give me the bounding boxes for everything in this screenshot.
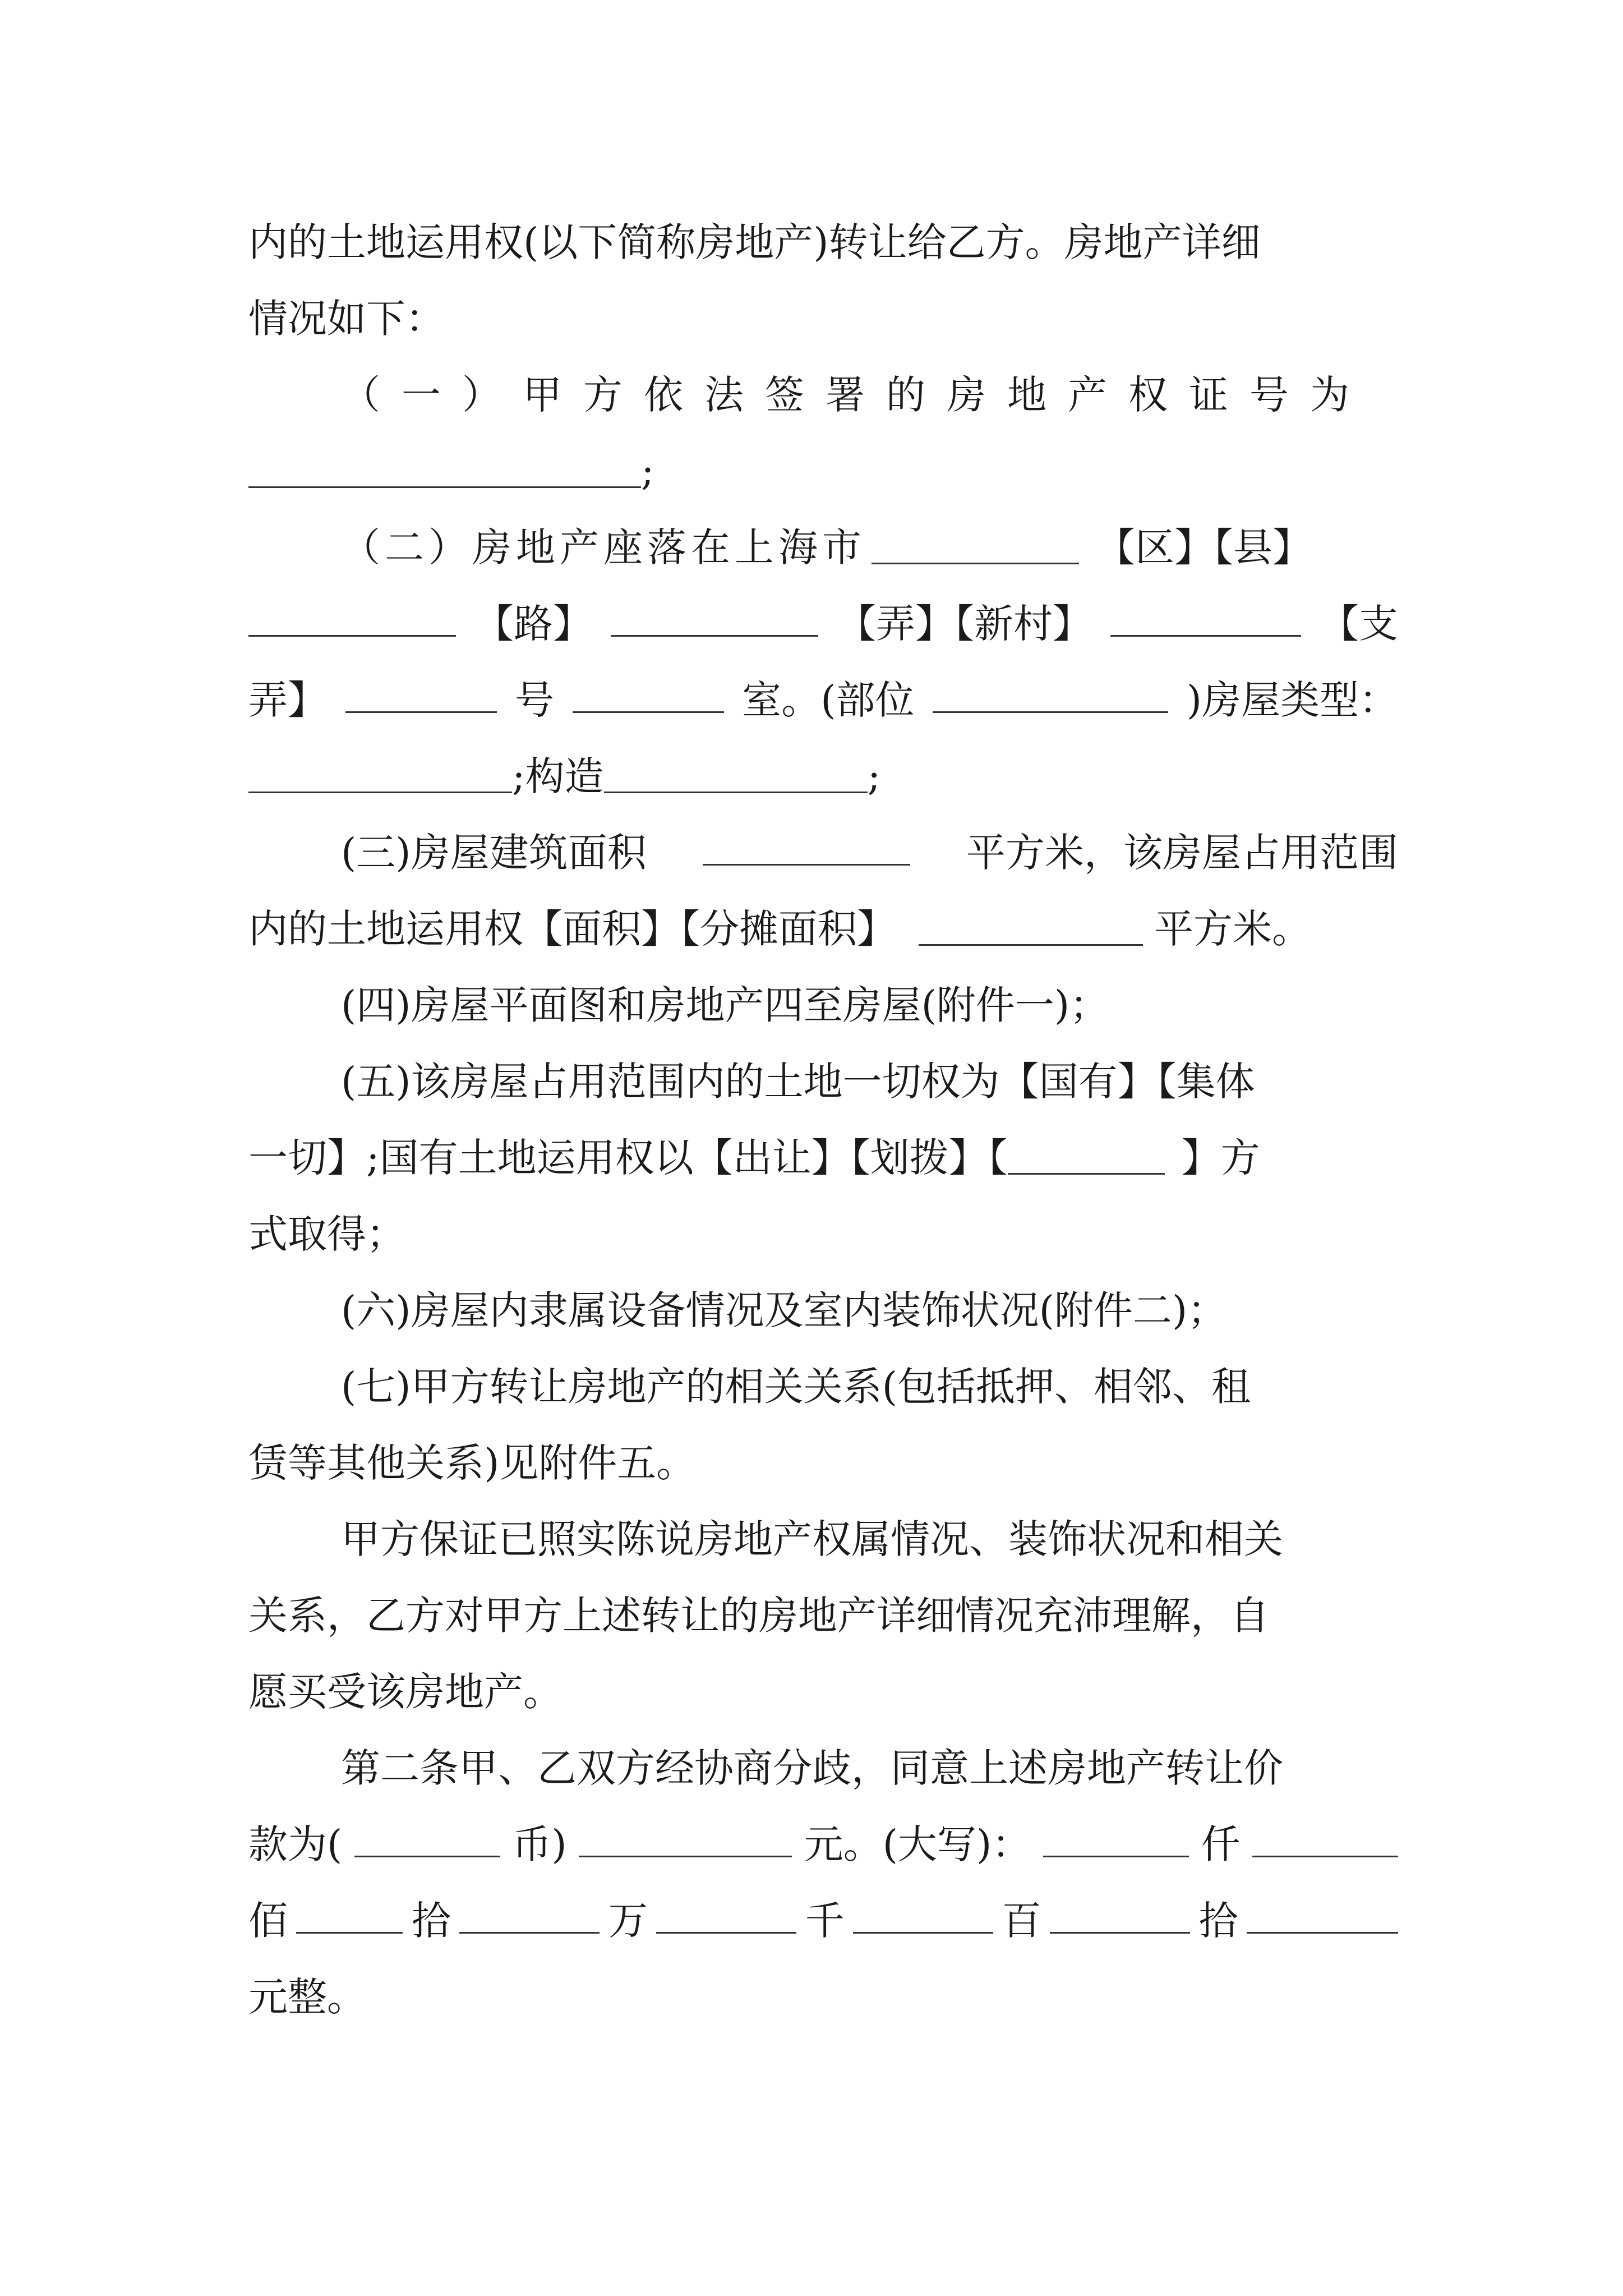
text-line [248,443,1398,499]
line-text: 关系，乙方对甲方上述转让的房地产详细情况充沛理解，自 [248,1593,1269,1639]
line-text: 第二条甲、乙双方经协商分歧，同意上述房地产转让价 [341,1745,1283,1791]
line-text: 千 [805,1898,845,1944]
fill-blank [604,752,868,793]
fill-blank [345,672,497,713]
line-text: 拾 [411,1898,451,1944]
line-text: 拾 [1198,1898,1238,1944]
line-text: 式取得； [248,1211,405,1257]
fill-blank [573,672,724,713]
text-line [248,291,1398,347]
line-text: 元整。 [248,1974,366,2020]
line-text: 内的土地运用权【面积】【分摊面积】 [248,906,896,952]
line-text: 平方米，该房屋占用范围 [966,830,1398,876]
line-text: 内的土地运用权(以下简称房地产)转让给乙方。房地产详细 [248,219,1261,265]
fill-blank [248,752,512,793]
line-text: 赁等其他关系)见附件五。 [248,1440,696,1486]
line-text: 】方 [1181,1135,1260,1181]
line-text: 甲方保证已照实陈说房地产权属情况、装饰状况和相关 [341,1516,1283,1562]
line-text: 情况如下： [248,296,445,342]
text-line [341,1053,1398,1110]
line-text: 百 [1002,1898,1041,1944]
line-text: 款为( [248,1821,343,1867]
text-line [248,214,1398,270]
fill-blank [1252,1816,1398,1857]
text-line [248,1893,1398,1949]
text-line [248,1816,1398,1872]
line-text: ; [867,753,881,799]
fill-blank [933,672,1168,713]
line-text: (六)房屋内隶属设备情况及室内装饰状况(附件二)； [341,1287,1227,1333]
text-line [248,672,1398,728]
line-text: (三)房屋建筑面积 [341,830,647,876]
line-text: 【区】【县】 [1096,524,1312,570]
fill-blank [611,596,818,637]
fill-blank [459,1893,600,1934]
text-line [248,748,1398,804]
text-line [341,519,1398,576]
line-text: 【弄】【新村】 [837,601,1092,647]
line-text: （二）房地产座落在上海市 [341,524,866,570]
line-text: 仟 [1201,1821,1241,1867]
fill-blank [296,1893,403,1934]
text-line [248,1664,1398,1720]
line-text: (七)甲方转让房地产的相关关系(包括抵押、相邻、租 [341,1364,1251,1410]
text-line [248,1130,1398,1186]
line-text: 平方米。 [1154,906,1311,952]
line-text: （一）甲方依法签署的房地产权证号为 [341,372,1371,418]
line-text: )房屋类型： [1186,677,1398,723]
line-text: 元。(大写)： [804,1821,1031,1867]
line-text: ;构造 [512,753,604,799]
text-line [248,1969,1398,2025]
line-text: 【支 [1320,601,1398,647]
line-text: 万 [608,1898,648,1944]
fill-blank [1043,1816,1189,1857]
fill-blank [1110,596,1301,637]
line-text: 室。(部位 [742,677,915,723]
fill-blank [248,596,456,637]
text-line [248,1435,1398,1491]
fill-blank [919,905,1143,946]
text-line [248,901,1426,957]
line-text: 币) [512,1821,567,1867]
line-text: ; [641,448,654,494]
text-line [248,1206,1398,1262]
fill-blank [853,1893,993,1934]
fill-blank [872,523,1079,564]
text-line [341,1511,1398,1567]
text-line [341,825,1398,881]
text-line [248,596,1398,652]
fill-blank [579,1816,792,1857]
text-line [341,1282,1398,1338]
line-text: (四)房屋平面图和房地产四至房屋(附件一)； [341,982,1109,1028]
line-text: 一切】;国有土地运用权以【出让】【划拨】【 [248,1135,1008,1181]
text-line [341,1740,1398,1796]
fill-blank [1050,1893,1190,1934]
line-text: 愿买受该房地产。 [248,1669,562,1715]
fill-blank [656,1893,796,1934]
line-text: (五)该房屋占用范围内的土地一切权为【国有】【集体 [341,1059,1255,1105]
fill-blank [354,1816,500,1857]
line-text: 佰 [248,1898,288,1944]
fill-blank [1247,1893,1398,1934]
fill-blank [1008,1134,1165,1175]
line-text: 弄】 [248,677,327,723]
text-line [341,977,1398,1033]
line-text: 【路】 [474,601,592,647]
text-line [341,1359,1398,1415]
text-line [341,367,1398,423]
fill-blank [248,447,641,488]
text-line [248,1588,1398,1644]
line-text: 号 [515,677,555,723]
fill-blank [703,825,910,866]
